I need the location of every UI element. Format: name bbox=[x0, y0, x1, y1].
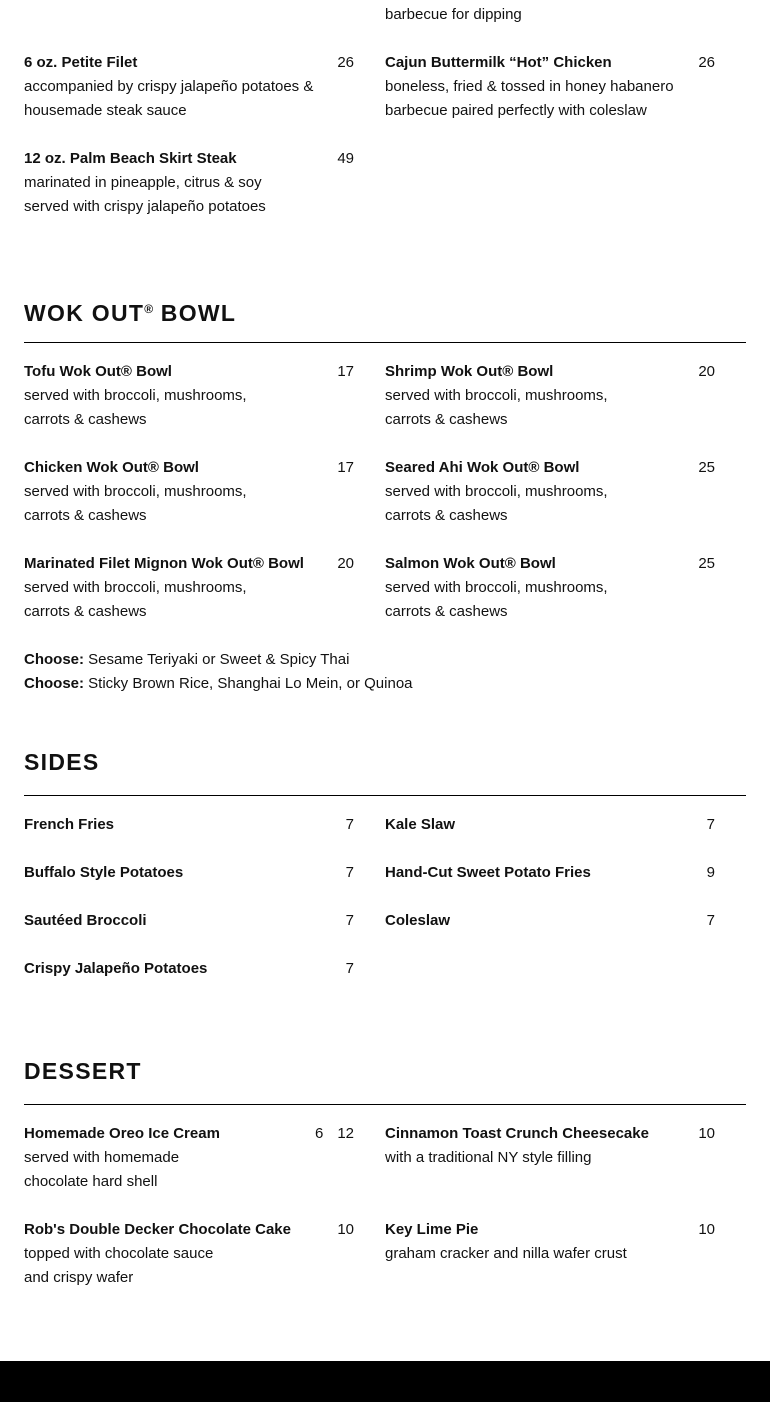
menu-item-price: 20 bbox=[337, 555, 354, 572]
menu-item-name: Kale Slaw bbox=[385, 816, 456, 833]
menu-item bbox=[385, 360, 715, 432]
menu-item-name: Key Lime Pie bbox=[385, 1221, 479, 1238]
menu-item-price: 7 bbox=[345, 816, 354, 833]
menu-item bbox=[385, 1122, 715, 1170]
menu-item-name: Rob's Double Decker Chocolate Cake bbox=[24, 1221, 291, 1238]
menu-item bbox=[24, 51, 354, 123]
section-title-sides: SIDES bbox=[24, 749, 100, 775]
choose-options: Sticky Brown Rice, Shanghai Lo Mein, or Quinoa bbox=[88, 675, 413, 692]
menu-item bbox=[24, 360, 354, 432]
menu-item-price: 26 bbox=[698, 54, 715, 71]
menu-item-price: 7 bbox=[706, 816, 715, 833]
section-divider bbox=[24, 795, 746, 796]
menu-item-desc: topped with chocolate sauce and crispy wafer bbox=[24, 1245, 214, 1286]
menu-item-price: 26 bbox=[337, 54, 354, 71]
menu-item bbox=[385, 909, 715, 933]
menu-item-name: Cinnamon Toast Crunch Cheesecake bbox=[385, 1125, 649, 1142]
menu-item bbox=[385, 552, 715, 624]
menu-item-desc: marinated in pineapple, citrus & soy served with crispy jalapeño potatoes bbox=[24, 174, 266, 215]
menu-item-price: 7 bbox=[345, 912, 354, 929]
section-divider bbox=[24, 342, 746, 343]
menu-item-price: 7 bbox=[706, 912, 715, 929]
menu-item-name: Chicken Wok Out® Bowl bbox=[24, 459, 199, 476]
menu-item-name: French Fries bbox=[24, 816, 115, 833]
menu-item-desc: boneless, fried & tossed in honey habanero barbecue paired perfectly with coleslaw bbox=[385, 78, 674, 119]
menu-item-name: 6 oz. Petite Filet bbox=[24, 54, 138, 71]
menu-item-desc: served with broccoli, mushrooms, carrots & cashews bbox=[385, 387, 608, 428]
menu-item-desc: served with broccoli, mushrooms, carrots & cashews bbox=[24, 483, 247, 524]
menu-item-desc-cutoff: barbecue for dipping bbox=[385, 6, 522, 23]
menu-item bbox=[385, 456, 715, 528]
menu-item-price: 9 bbox=[706, 864, 715, 881]
menu-item bbox=[385, 861, 715, 885]
menu-item-name: Hand-Cut Sweet Potato Fries bbox=[385, 864, 591, 881]
menu-item-price: 20 bbox=[698, 363, 715, 380]
menu-item-price-small: 6 bbox=[314, 1125, 324, 1142]
menu-item-price: 10 bbox=[337, 1221, 354, 1238]
menu-item bbox=[24, 1122, 354, 1194]
menu-item bbox=[24, 552, 354, 624]
menu-item bbox=[24, 1218, 354, 1290]
menu-item-name: Crispy Jalapeño Potatoes bbox=[24, 960, 208, 977]
menu-item-desc: with a traditional NY style filling bbox=[385, 1149, 592, 1166]
menu-item-name: Homemade Oreo Ice Cream bbox=[24, 1125, 220, 1142]
choose-base bbox=[24, 672, 413, 696]
menu-item-desc: served with broccoli, mushrooms, carrots & cashews bbox=[385, 579, 608, 620]
menu-item-price: 17 bbox=[337, 459, 354, 476]
menu-item-price: 49 bbox=[337, 150, 354, 167]
menu-item bbox=[24, 957, 354, 981]
menu-item-desc: served with broccoli, mushrooms, carrots & cashews bbox=[24, 387, 247, 428]
menu-item bbox=[24, 813, 354, 837]
section-title-wok-out-bowl: WOK OUT® BOWL bbox=[24, 300, 237, 326]
menu-item-price: 10 bbox=[698, 1221, 715, 1238]
menu-item-price: 10 bbox=[698, 1125, 715, 1142]
menu-item-price-large: 12 bbox=[337, 1125, 354, 1142]
choose-options: Sesame Teriyaki or Sweet & Spicy Thai bbox=[88, 651, 350, 668]
menu-item-price: 25 bbox=[698, 459, 715, 476]
menu-item-name: 12 oz. Palm Beach Skirt Steak bbox=[24, 150, 237, 167]
menu-item-name: Coleslaw bbox=[385, 912, 451, 929]
menu-item-name: Buffalo Style Potatoes bbox=[24, 864, 184, 881]
menu-item-price: 17 bbox=[337, 363, 354, 380]
menu-item-price: 7 bbox=[345, 864, 354, 881]
menu-item-name: Shrimp Wok Out® Bowl bbox=[385, 363, 554, 380]
menu-item bbox=[24, 861, 354, 885]
menu-item bbox=[24, 147, 354, 219]
menu-item-price: 7 bbox=[345, 960, 354, 977]
section-divider bbox=[24, 1104, 746, 1105]
choose-label: Choose: bbox=[24, 675, 84, 692]
menu-item-name: Sautéed Broccoli bbox=[24, 912, 147, 929]
menu-item-name: Cajun Buttermilk “Hot” Chicken bbox=[385, 54, 612, 71]
menu-item bbox=[385, 51, 715, 123]
menu-item-price: 25 bbox=[698, 555, 715, 572]
menu-item-name: Tofu Wok Out® Bowl bbox=[24, 363, 172, 380]
menu-item-name: Salmon Wok Out® Bowl bbox=[385, 555, 556, 572]
choose-sauce bbox=[24, 648, 349, 672]
menu-item bbox=[385, 813, 715, 837]
registered-mark: ® bbox=[144, 302, 154, 316]
menu-item bbox=[24, 909, 354, 933]
footer-bar bbox=[0, 1361, 770, 1402]
menu-item bbox=[385, 1218, 715, 1266]
menu-item-desc: graham cracker and nilla wafer crust bbox=[385, 1245, 627, 1262]
choose-label: Choose: bbox=[24, 651, 84, 668]
menu-item-name: Seared Ahi Wok Out® Bowl bbox=[385, 459, 580, 476]
menu-item-desc: accompanied by crispy jalapeño potatoes & housemade steak sauce bbox=[24, 78, 314, 119]
menu-item bbox=[24, 456, 354, 528]
menu-item-desc: served with homemade chocolate hard shell bbox=[24, 1149, 180, 1190]
menu-item-desc: served with broccoli, mushrooms, carrots & cashews bbox=[24, 579, 247, 620]
section-title-dessert: DESSERT bbox=[24, 1058, 142, 1084]
menu-item-name: Marinated Filet Mignon Wok Out® Bowl bbox=[24, 555, 304, 572]
menu-item-desc: served with broccoli, mushrooms, carrots & cashews bbox=[385, 483, 608, 524]
